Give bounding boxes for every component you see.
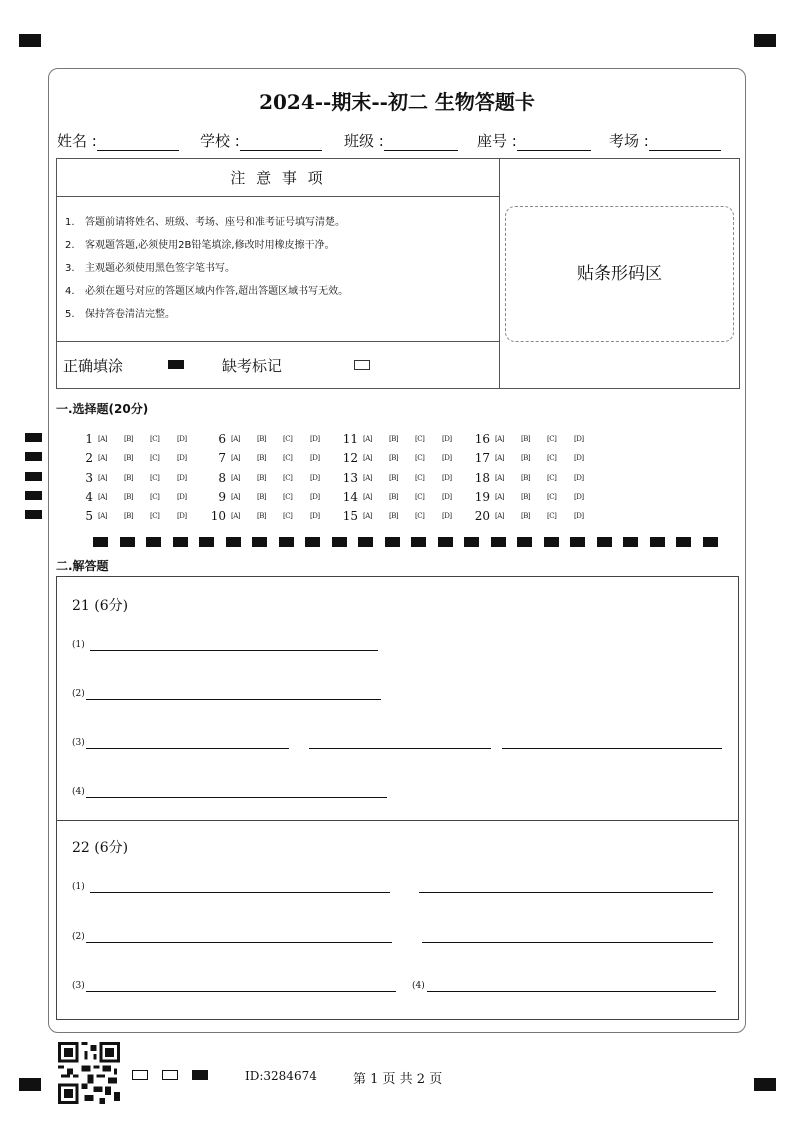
answer-bubble[interactable]: [B] bbox=[257, 435, 267, 443]
answer-bubble[interactable]: [B] bbox=[124, 454, 134, 462]
footer-filled-box bbox=[192, 1070, 208, 1080]
answer-bubble[interactable]: [A] bbox=[363, 435, 373, 443]
note-item: 3. 主观题必须使用黑色签字笔书写。 bbox=[65, 263, 235, 274]
q22-sub3-label: (3) bbox=[72, 981, 85, 991]
footer-empty-box bbox=[132, 1070, 148, 1080]
answer-bubble[interactable]: [C] bbox=[547, 435, 557, 443]
q22-sub2-label: (2) bbox=[72, 932, 85, 942]
answer-bubble[interactable]: [A] bbox=[495, 435, 505, 443]
timing-mark bbox=[25, 472, 42, 481]
answer-bubble[interactable]: [B] bbox=[521, 512, 531, 520]
separator-dash bbox=[385, 537, 400, 547]
room-field[interactable] bbox=[649, 135, 721, 151]
separator-dash bbox=[120, 537, 135, 547]
choice-question bbox=[470, 451, 600, 465]
question-number: 14 bbox=[342, 490, 358, 504]
timing-mark bbox=[25, 433, 42, 442]
question-number: 16 bbox=[474, 432, 490, 446]
answer-bubble[interactable]: [D] bbox=[574, 493, 584, 501]
choice-question bbox=[73, 471, 203, 485]
choice-question bbox=[206, 509, 336, 523]
separator-dash bbox=[305, 537, 320, 547]
answer-bubble[interactable]: [C] bbox=[283, 454, 293, 462]
separator-dash bbox=[623, 537, 638, 547]
separator-dash bbox=[199, 537, 214, 547]
question-number: 19 bbox=[474, 490, 490, 504]
question-number: 20 bbox=[474, 509, 490, 523]
info-name bbox=[57, 130, 179, 151]
answer-bubble[interactable]: [A] bbox=[363, 454, 373, 462]
answer-bubble[interactable]: [D] bbox=[442, 474, 452, 482]
answer-bubble[interactable]: [D] bbox=[177, 454, 187, 462]
answer-bubble[interactable]: [D] bbox=[574, 512, 584, 520]
answer-bubble[interactable]: [A] bbox=[495, 493, 505, 501]
absent-label: 缺考标记 bbox=[222, 357, 283, 375]
question-number: 17 bbox=[474, 451, 490, 465]
answer-bubble[interactable]: [D] bbox=[442, 493, 452, 501]
choice-question bbox=[73, 509, 203, 523]
info-school bbox=[200, 130, 322, 151]
answer-bubble[interactable]: [D] bbox=[177, 512, 187, 520]
answer-bubble[interactable]: [A] bbox=[231, 474, 241, 482]
separator-dash bbox=[650, 537, 665, 547]
question-number: 18 bbox=[474, 471, 490, 485]
answer-bubble[interactable]: [D] bbox=[177, 493, 187, 501]
seat-field[interactable] bbox=[517, 135, 591, 151]
separator-dash bbox=[173, 537, 188, 547]
answer-bubble[interactable]: [C] bbox=[547, 512, 557, 520]
note-item: 5. 保持答卷清洁完整。 bbox=[65, 309, 175, 320]
question-number: 7 bbox=[218, 451, 226, 465]
separator-dash bbox=[332, 537, 347, 547]
q21-sub1-label: (1) bbox=[72, 640, 85, 650]
answer-bubble[interactable]: [C] bbox=[150, 454, 160, 462]
answer-bubble[interactable]: [C] bbox=[283, 512, 293, 520]
q21-sub4-line[interactable] bbox=[86, 797, 387, 798]
answer-bubble[interactable]: [B] bbox=[257, 512, 267, 520]
answer-bubble[interactable]: [A] bbox=[98, 512, 108, 520]
q22-sub1-line-a[interactable] bbox=[90, 892, 390, 893]
question-number: 8 bbox=[218, 471, 226, 485]
name-field[interactable] bbox=[97, 135, 179, 151]
answer-bubble[interactable]: [B] bbox=[389, 454, 399, 462]
timing-mark bbox=[25, 452, 42, 461]
question-22-head: 22 (6分) bbox=[72, 840, 129, 856]
info-name-label: 姓名 : bbox=[57, 132, 97, 150]
separator-dash bbox=[279, 537, 294, 547]
school-field[interactable] bbox=[240, 135, 322, 151]
note-item: 2. 客观题答题,必须使用2B铅笔填涂,修改时用橡皮擦干净。 bbox=[65, 240, 335, 251]
question-number: 11 bbox=[342, 432, 358, 446]
answer-bubble[interactable]: [A] bbox=[231, 512, 241, 520]
info-room bbox=[609, 130, 721, 151]
separator-dash bbox=[517, 537, 532, 547]
answer-bubble[interactable]: [D] bbox=[574, 435, 584, 443]
class-field[interactable] bbox=[384, 135, 458, 151]
answer-bubble[interactable]: [B] bbox=[389, 493, 399, 501]
answer-bubble[interactable]: [D] bbox=[310, 454, 320, 462]
choice-question bbox=[470, 509, 600, 523]
question-21-head: 21 (6分) bbox=[72, 598, 129, 614]
answer-bubble[interactable]: [D] bbox=[442, 454, 452, 462]
choice-question bbox=[338, 471, 468, 485]
q21-sub1-line[interactable] bbox=[90, 650, 378, 651]
q21-sub3-line-a[interactable] bbox=[86, 748, 289, 749]
answer-area bbox=[56, 576, 739, 1020]
answer-bubble[interactable]: [C] bbox=[415, 454, 425, 462]
timing-mark bbox=[25, 491, 42, 500]
choice-question bbox=[206, 471, 336, 485]
answer-bubble[interactable]: [B] bbox=[389, 512, 399, 520]
choice-question bbox=[470, 432, 600, 446]
answer-bubble[interactable]: [C] bbox=[283, 493, 293, 501]
separator-dash bbox=[676, 537, 691, 547]
answer-bubble[interactable]: [B] bbox=[521, 474, 531, 482]
question-number: 5 bbox=[85, 509, 93, 523]
section2-title: 二.解答题 bbox=[56, 559, 109, 573]
correct-fill-sample bbox=[168, 360, 184, 369]
q22-sub2-line-b[interactable] bbox=[422, 942, 713, 943]
answer-bubble[interactable]: [C] bbox=[150, 512, 160, 520]
question-number: 1 bbox=[85, 432, 93, 446]
absent-checkbox[interactable] bbox=[354, 360, 370, 370]
answer-bubble[interactable]: [C] bbox=[150, 435, 160, 443]
section1-title: 一.选择题(20分) bbox=[56, 402, 149, 416]
q22-sub4-label: (4) bbox=[412, 981, 425, 991]
answer-bubble[interactable]: [A] bbox=[363, 493, 373, 501]
timing-mark bbox=[25, 510, 42, 519]
choice-question bbox=[206, 451, 336, 465]
q22-sub3-line[interactable] bbox=[86, 991, 396, 992]
choice-question bbox=[338, 451, 468, 465]
question-number: 6 bbox=[218, 432, 226, 446]
choice-question bbox=[470, 490, 600, 504]
q21-sub2-line[interactable] bbox=[86, 699, 381, 700]
answer-bubble[interactable]: [C] bbox=[150, 474, 160, 482]
question-number: 13 bbox=[342, 471, 358, 485]
answer-bubble[interactable]: [A] bbox=[98, 454, 108, 462]
choice-question bbox=[338, 509, 468, 523]
q21-sub4-label: (4) bbox=[72, 787, 85, 797]
answer-bubble[interactable]: [A] bbox=[98, 493, 108, 501]
answer-bubble[interactable]: [B] bbox=[124, 512, 134, 520]
answer-bubble[interactable]: [B] bbox=[521, 435, 531, 443]
choice-question bbox=[73, 451, 203, 465]
separator-dash bbox=[226, 537, 241, 547]
separator-dash bbox=[703, 537, 718, 547]
choice-question bbox=[206, 432, 336, 446]
answer-bubble[interactable]: [C] bbox=[415, 474, 425, 482]
answer-bubble[interactable]: [B] bbox=[389, 435, 399, 443]
answer-bubble[interactable]: [B] bbox=[389, 474, 399, 482]
barcode-area: 贴条形码区 bbox=[505, 206, 734, 342]
separator-dash bbox=[597, 537, 612, 547]
page-number: 第 1 页 共 2 页 bbox=[353, 1072, 443, 1087]
answer-bubble[interactable]: [C] bbox=[547, 454, 557, 462]
answer-bubble[interactable]: [A] bbox=[495, 512, 505, 520]
separator-dash bbox=[411, 537, 426, 547]
answer-bubble[interactable]: [D] bbox=[442, 435, 452, 443]
answer-bubble[interactable]: [C] bbox=[283, 435, 293, 443]
question-number: 2 bbox=[85, 451, 93, 465]
answer-bubble[interactable]: [B] bbox=[257, 454, 267, 462]
answer-bubble[interactable]: [D] bbox=[574, 474, 584, 482]
choice-question bbox=[470, 471, 600, 485]
answer-bubble[interactable]: [C] bbox=[547, 474, 557, 482]
answer-bubble[interactable]: [C] bbox=[415, 493, 425, 501]
separator-dash bbox=[252, 537, 267, 547]
corner-mark-bottom-right bbox=[754, 1078, 776, 1091]
choice-question bbox=[338, 432, 468, 446]
notes-box bbox=[56, 158, 740, 389]
corner-mark-bottom-left bbox=[19, 1078, 41, 1091]
answer-bubble[interactable]: [A] bbox=[495, 474, 505, 482]
q21-sub3-label: (3) bbox=[72, 738, 85, 748]
answer-bubble[interactable]: [D] bbox=[310, 435, 320, 443]
info-seat bbox=[477, 130, 591, 151]
answer-bubble[interactable]: [A] bbox=[363, 512, 373, 520]
answer-bubble[interactable]: [D] bbox=[310, 474, 320, 482]
answer-bubble[interactable]: [B] bbox=[124, 493, 134, 501]
info-class-label: 班级 : bbox=[344, 132, 384, 150]
question-number: 4 bbox=[85, 490, 93, 504]
question-number: 12 bbox=[342, 451, 358, 465]
question-number: 9 bbox=[218, 490, 226, 504]
separator-dash bbox=[544, 537, 559, 547]
answer-bubble[interactable]: [B] bbox=[257, 493, 267, 501]
correct-fill-label: 正确填涂 bbox=[63, 357, 124, 375]
answer-bubble[interactable]: [D] bbox=[442, 512, 452, 520]
q22-sub1-line-b[interactable] bbox=[419, 892, 713, 893]
choice-question bbox=[73, 432, 203, 446]
info-school-label: 学校 : bbox=[200, 132, 240, 150]
note-item: 4. 必须在题号对应的答题区域内作答,超出答题区域书写无效。 bbox=[65, 286, 349, 297]
answer-bubble[interactable]: [A] bbox=[495, 454, 505, 462]
notes-heading: 注 意 事 项 bbox=[57, 159, 499, 197]
answer-bubble[interactable]: [D] bbox=[310, 512, 320, 520]
page-title: 2024--期末--初二 生物答题卡 bbox=[259, 90, 535, 114]
fill-legend bbox=[57, 341, 499, 388]
answer-bubble[interactable]: [B] bbox=[257, 474, 267, 482]
answer-bubble[interactable]: [B] bbox=[521, 454, 531, 462]
answer-bubble[interactable]: [B] bbox=[124, 435, 134, 443]
answer-bubble[interactable]: [B] bbox=[521, 493, 531, 501]
notes-list bbox=[57, 197, 499, 326]
separator-dash bbox=[464, 537, 479, 547]
footer-empty-box bbox=[162, 1070, 178, 1080]
answer-bubble[interactable]: [A] bbox=[231, 454, 241, 462]
question-divider bbox=[57, 820, 738, 821]
info-class bbox=[344, 130, 458, 151]
answer-bubble[interactable]: [D] bbox=[177, 474, 187, 482]
sheet-id: ID:3284674 bbox=[245, 1069, 317, 1083]
q22-sub2-line-a[interactable] bbox=[86, 942, 392, 943]
answer-bubble[interactable]: [C] bbox=[415, 512, 425, 520]
answer-bubble[interactable]: [A] bbox=[98, 435, 108, 443]
q21-sub3-line-c[interactable] bbox=[502, 748, 722, 749]
answer-bubble[interactable]: [C] bbox=[150, 493, 160, 501]
info-seat-label: 座号 : bbox=[477, 132, 517, 150]
separator-dash bbox=[93, 537, 108, 547]
answer-bubble[interactable]: [C] bbox=[415, 435, 425, 443]
answer-bubble[interactable]: [A] bbox=[231, 493, 241, 501]
answer-bubble[interactable]: [A] bbox=[98, 474, 108, 482]
q21-sub2-label: (2) bbox=[72, 689, 85, 699]
q22-sub1-label: (1) bbox=[72, 882, 85, 892]
choice-question bbox=[338, 490, 468, 504]
answer-bubble[interactable]: [A] bbox=[363, 474, 373, 482]
question-number: 3 bbox=[85, 471, 93, 485]
separator-dash bbox=[146, 537, 161, 547]
corner-mark-top-left bbox=[19, 34, 41, 47]
answer-bubble[interactable]: [D] bbox=[574, 454, 584, 462]
separator-dash bbox=[570, 537, 585, 547]
answer-bubble[interactable]: [B] bbox=[124, 474, 134, 482]
choice-question bbox=[206, 490, 336, 504]
q21-sub3-line-b[interactable] bbox=[309, 748, 491, 749]
info-room-label: 考场 : bbox=[609, 132, 649, 150]
notes-panel bbox=[57, 159, 500, 388]
answer-bubble[interactable]: [D] bbox=[310, 493, 320, 501]
separator-dash bbox=[438, 537, 453, 547]
answer-bubble[interactable]: [A] bbox=[231, 435, 241, 443]
question-number: 15 bbox=[342, 509, 358, 523]
note-item: 1. 答题前请将姓名、班级、考场、座号和准考证号填写清楚。 bbox=[65, 217, 345, 228]
qr-code-icon bbox=[58, 1042, 120, 1104]
question-number: 10 bbox=[210, 509, 226, 523]
corner-mark-top-right bbox=[754, 34, 776, 47]
answer-bubble[interactable]: [D] bbox=[177, 435, 187, 443]
q22-sub4-line[interactable] bbox=[427, 991, 716, 992]
answer-bubble[interactable]: [C] bbox=[283, 474, 293, 482]
answer-bubble[interactable]: [C] bbox=[547, 493, 557, 501]
separator-dash bbox=[358, 537, 373, 547]
separator-dash bbox=[491, 537, 506, 547]
choice-question bbox=[73, 490, 203, 504]
